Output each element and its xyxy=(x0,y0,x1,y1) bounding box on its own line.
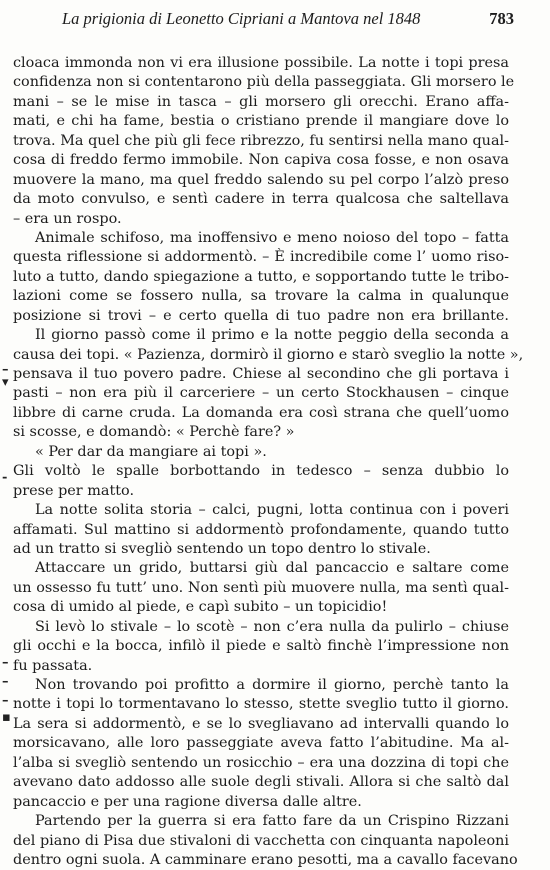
margin-mark: – xyxy=(2,693,9,708)
text-line: cloaca immonda non vi era illusione possibile. La notte i topi presa xyxy=(13,55,509,71)
text-line: Animale schifoso, ma inoffensivo e meno noioso del topo – fatta xyxy=(35,229,509,246)
text-line: confidenza non si contentarono più della passeggiata. Gli morsero le xyxy=(13,74,515,91)
margin-mark: – xyxy=(2,655,9,670)
text-line: mati, e chi ha fame, bestia o cristiano prende il mangiare dove lo xyxy=(13,113,509,130)
text-line: Non trovando poi profitto a dormire il giorno, perchè tanto la xyxy=(35,677,509,693)
text-line: La sera si addormentò, e se lo svegliavano ad intervalli quando lo xyxy=(13,715,509,732)
text-line: posizione si trovi – e certo quella di tuo padre non era brillante. xyxy=(13,307,509,324)
text-line: lazioni come se fossero nulla, sa trovare la calma in qualunque xyxy=(13,288,509,305)
text-line: da moto convulso, e sentì cadere in terra qualcosa che saltellava xyxy=(13,191,509,208)
text-line: si scosse, e domandò: « Perchè fare? » xyxy=(13,424,295,441)
text-line: Partendo per la guerra si era fatto fare da un Crispino Rizzani xyxy=(35,813,509,830)
running-title: La prigionia di Leonetto Cipriani a Mantova nel 1848 xyxy=(62,9,421,28)
margin-mark: – xyxy=(2,674,9,689)
body-text xyxy=(13,54,524,870)
text-line: Gli voltò le spalle borbottando in tedesco – senza dubbio lo xyxy=(13,463,509,480)
text-line: pancaccio e per una ragione diversa dalle altre. xyxy=(13,793,362,810)
text-line: morsicavano, alle loro passeggiate aveva fatto l’abitudine. Ma al- xyxy=(13,735,509,752)
text-line: « Per dar da mangiare ai topi ». xyxy=(35,443,267,460)
text-line: affamati. Sul mattino si addormentò profondamente, quando tutto xyxy=(13,521,509,538)
text-line: – era un rospo. xyxy=(13,210,122,227)
text-line: La notte solita storia – calci, pugni, lotta continua con i poveri xyxy=(35,502,509,519)
text-line: causa dei topi. « Pazienza, dormirò il giorno e starò sveglio la notte », xyxy=(13,346,524,363)
running-header xyxy=(62,9,514,31)
text-line: Si levò lo stivale – lo scotè – non c’era nulla da pulirlo – chiuse xyxy=(35,618,509,635)
text-line: del piano di Pisa due stivaloni di vacchetta con cinquanta napoleoni xyxy=(13,832,509,849)
text-line: dentro ogni suola. A camminare erano pesotti, ma a cavallo facevano xyxy=(13,851,518,868)
text-line: ad un tratto si svegliò sentendo un topo dentro lo stivale. xyxy=(13,540,431,557)
text-line: avevano dato addosso alle suole degli stivali. Allora si che saltò dal xyxy=(13,774,509,791)
text-line: prese per matto. xyxy=(13,482,135,499)
text-line: un ossesso fu tutt’ uno. Non sentì più muovere nulla, ma sentì qual- xyxy=(13,579,509,596)
text-line: muovere la mano, ma quel freddo salendo su pel corpo l’alzò preso xyxy=(13,171,509,188)
text-line: Attaccare un grido, buttarsi giù dal pancaccio e saltare come xyxy=(35,560,509,577)
text-line: fu passata. xyxy=(13,657,93,674)
text-line: notte i topi lo tormentavano lo stesso, stette sveglio tutto il giorno. xyxy=(13,696,509,713)
text-line: cosa di freddo fermo immobile. Non capiva cosa fosse, e non osava xyxy=(13,152,509,169)
margin-mark: ‐ xyxy=(2,470,8,485)
text-line: libbre di carne cruda. La domanda era così strana che quell’uomo xyxy=(13,404,509,421)
text-line: pasti – non era più il carceriere – un certo Stockhausen – cinque xyxy=(13,385,509,402)
text-line: luto a tutto, dando spiegazione a tutto, e sopportando tutte le tribo- xyxy=(13,268,509,285)
text-line: trova. Ma quel che più gli fece ribrezzo, fu sentirsi nella mano qual- xyxy=(13,132,509,149)
text-line: pensava il tuo povero padre. Chiese al secondino che gli portava i xyxy=(13,366,509,382)
text-line: questa riflessione si addormentò. – È incredibile come l’ uomo riso- xyxy=(13,249,509,266)
text-line: Il giorno passò come il primo e la notte peggio della seconda a xyxy=(35,327,509,344)
margin-mark: – xyxy=(2,362,9,377)
text-line: l’alba si svegliò sentendo un rosicchio – era una dozzina di topi che xyxy=(13,754,509,771)
margin-mark: ▾ xyxy=(2,375,9,390)
text-line: gli occhi e la bocca, infilò il piede e saltò finchè l’impressione non xyxy=(13,638,509,655)
page-number: 783 xyxy=(489,9,514,28)
text-line: mani – se le mise in tasca – gli morsero gli orecchi. Erano affa- xyxy=(13,93,509,110)
margin-mark: ▪ xyxy=(2,710,11,725)
text-line: cosa di umido al piede, e capì subito – un topicidio! xyxy=(13,599,388,616)
